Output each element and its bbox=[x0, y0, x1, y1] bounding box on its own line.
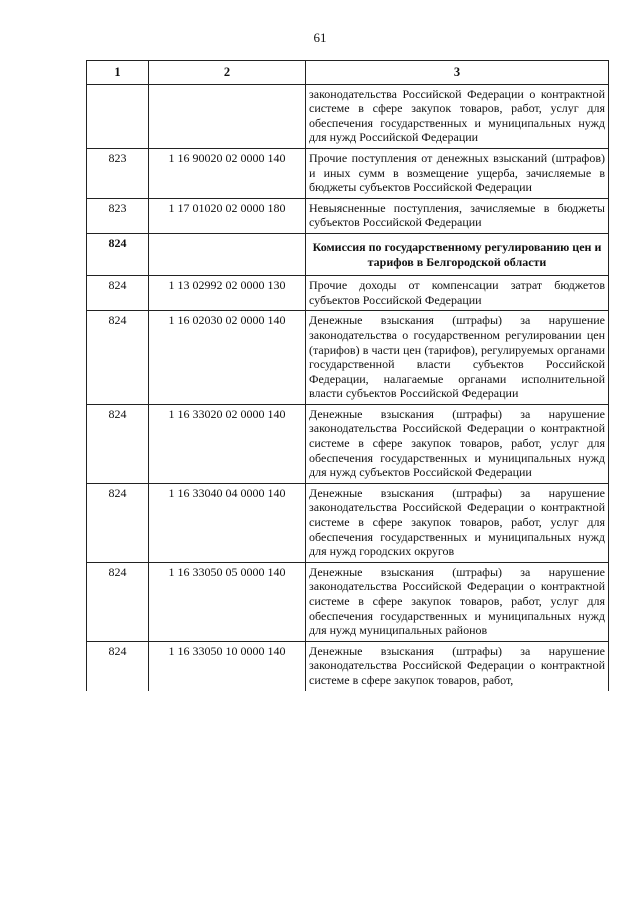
classification-code-cell: 1 16 33050 05 0000 140 bbox=[149, 562, 306, 641]
row-number-cell: 823 bbox=[87, 198, 149, 233]
row-number-cell: 823 bbox=[87, 148, 149, 198]
row-number-cell: 824 bbox=[87, 311, 149, 405]
description-cell: Денежные взыскания (штрафы) за нарушение законодательства Российской Федерации о контрактной системе в сфере закупок товаров, работ, услуг для обеспечения государственных и муниципальных нужд для нужд субъектов Российской Федерации bbox=[306, 404, 609, 483]
classification-code-cell: 1 16 33040 04 0000 140 bbox=[149, 483, 306, 562]
classification-code-cell: 1 16 33050 10 0000 140 bbox=[149, 641, 306, 690]
description-cell: Денежные взыскания (штрафы) за нарушение законодательства Российской Федерации о контрактной системе в сфере закупок товаров, работ, услуг для обеспечения государственных и муниципальных нужд для нужд муниципальных районов bbox=[306, 562, 609, 641]
table-row bbox=[87, 562, 609, 641]
budget-codes-table bbox=[86, 60, 609, 691]
description-cell: Денежные взыскания (штрафы) за нарушение законодательства Российской Федерации о контрактной системе в сфере закупок товаров, работ, услуг для обеспечения государственных и муниципальных нужд для нужд городских округов bbox=[306, 483, 609, 562]
row-number-cell bbox=[87, 84, 149, 148]
table-row bbox=[87, 198, 609, 233]
row-number-cell: 824 bbox=[87, 641, 149, 690]
classification-code-cell: 1 16 33020 02 0000 140 bbox=[149, 404, 306, 483]
row-number-cell: 824 bbox=[87, 404, 149, 483]
table-row bbox=[87, 84, 609, 148]
row-number-cell: 824 bbox=[87, 233, 149, 275]
table-row bbox=[87, 483, 609, 562]
row-number-cell: 824 bbox=[87, 276, 149, 311]
table-row bbox=[87, 311, 609, 405]
classification-code-cell: 1 16 90020 02 0000 140 bbox=[149, 148, 306, 198]
table-row bbox=[87, 233, 609, 275]
description-cell: Денежные взыскания (штрафы) за нарушение законодательства о государственном регулировании цен (тарифов) в части цен (тарифов), регулируемых органами государственной власти субъектов Российской Федерации, налагаемые органами исполнительной власти субъектов Российской Федерации bbox=[306, 311, 609, 405]
table-row bbox=[87, 276, 609, 311]
column-header-1: 1 bbox=[87, 61, 149, 85]
description-cell: Прочие доходы от компенсации затрат бюджетов субъектов Российской Федерации bbox=[306, 276, 609, 311]
classification-code-cell: 1 16 02030 02 0000 140 bbox=[149, 311, 306, 405]
page-number: 61 bbox=[313, 30, 327, 45]
description-cell: Денежные взыскания (штрафы) за нарушение законодательства Российской Федерации о контрактной системе в сфере закупок товаров, работ, bbox=[306, 641, 609, 690]
description-cell: Прочие поступления от денежных взысканий (штрафов) и иных сумм в возмещение ущерба, зачисляемые в бюджеты субъектов Российской Федерации bbox=[306, 148, 609, 198]
classification-code-cell bbox=[149, 84, 306, 148]
description-cell: Невыясненные поступления, зачисляемые в бюджеты субъектов Российской Федерации bbox=[306, 198, 609, 233]
table-header-row bbox=[87, 61, 609, 85]
row-number-cell: 824 bbox=[87, 483, 149, 562]
classification-code-cell bbox=[149, 233, 306, 275]
table-row bbox=[87, 404, 609, 483]
table-row bbox=[87, 641, 609, 690]
table-body bbox=[87, 84, 609, 690]
classification-code-cell: 1 13 02992 02 0000 130 bbox=[149, 276, 306, 311]
table-row bbox=[87, 148, 609, 198]
classification-code-cell: 1 17 01020 02 0000 180 bbox=[149, 198, 306, 233]
description-cell: законодательства Российской Федерации о контрактной системе в сфере закупок товаров, работ, услуг для обеспечения государственных и муниципальных нужд для нужд Российской Федерации bbox=[306, 84, 609, 148]
row-number-cell: 824 bbox=[87, 562, 149, 641]
description-cell: Комиссия по государственному регулированию цен и тарифов в Белгородской области bbox=[306, 233, 609, 275]
column-header-3: 3 bbox=[306, 61, 609, 85]
column-header-2: 2 bbox=[149, 61, 306, 85]
